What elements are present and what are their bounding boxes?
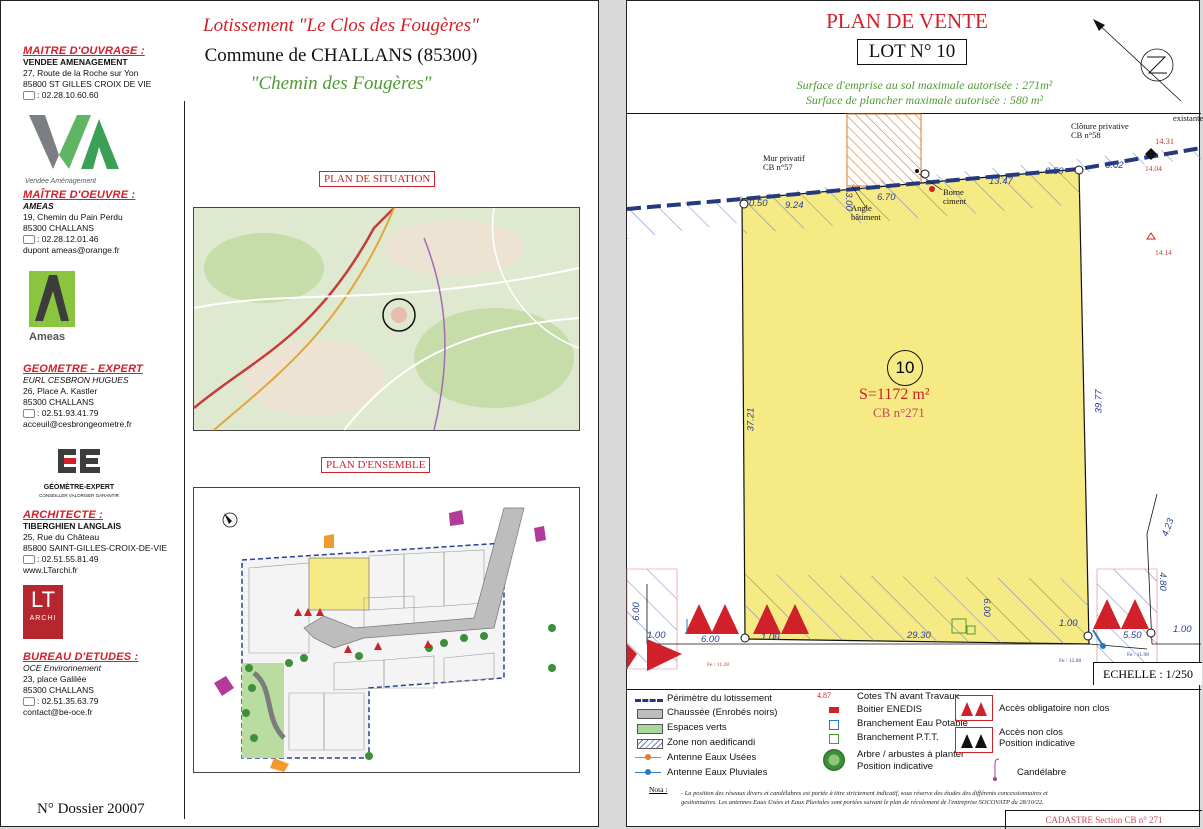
dim-label: 6.70	[877, 192, 896, 203]
annotation-text: CB n°58	[1071, 130, 1101, 140]
legend-label: Zone non aedificandi	[667, 737, 756, 748]
annotation-text: ciment	[943, 196, 967, 206]
candelabre-icon	[989, 757, 1001, 781]
cotes-sample: 4.87	[817, 691, 831, 700]
pluviales-icon	[645, 769, 651, 775]
annotation-text: CB n°57	[763, 162, 793, 172]
ensemble-plan	[193, 487, 580, 773]
annotation-text: Borne	[943, 187, 964, 197]
title-sheet	[0, 0, 599, 827]
dim-label: 1.00	[647, 630, 666, 641]
email: acceuil@cesbrongeometre.fr	[23, 419, 132, 429]
tree-icon	[823, 749, 845, 771]
annotation-text: Clôture privative	[1071, 121, 1129, 131]
legend-label: Accès non clos	[999, 727, 1063, 738]
address-line: 23, place Galilée	[23, 674, 87, 684]
dim-label: 6.00	[701, 634, 720, 645]
legend-label: Espaces verts	[667, 722, 727, 733]
plan-drawing	[627, 113, 1201, 690]
contact-block-oeuvre	[23, 189, 183, 256]
level-value: 14.31	[1155, 136, 1175, 146]
logo-subcaption: CONSEILLER VALORISER GARANTIR	[39, 493, 119, 498]
note-label: Nota :	[649, 785, 668, 794]
contact-block-bureau	[23, 651, 183, 718]
legend-label: Position indicative	[857, 761, 934, 772]
situation-map	[193, 207, 580, 431]
dim-label: 6.00	[630, 602, 642, 621]
legend-label: Périmètre du lotissement	[667, 693, 773, 704]
annotation-cloture	[1071, 122, 1129, 140]
lt-archi-logo	[23, 585, 63, 639]
address-line: 27, Route de la Roche sur Yon	[23, 68, 139, 78]
annotation-mur	[763, 154, 805, 172]
legend-label: Chaussée (Enrobés noirs)	[667, 707, 778, 718]
phone-number: : 02.28.10.60.60	[37, 90, 99, 100]
phone-number: : 02.51.55.81.49	[37, 554, 99, 564]
eau-icon	[829, 720, 839, 730]
phone-icon	[23, 409, 35, 418]
dim-label: 29.30	[907, 630, 931, 641]
chaussee-swatch	[637, 709, 663, 719]
dim-label: 5.50	[1123, 630, 1142, 641]
legend-label: Antenne Eaux Usées	[667, 752, 757, 763]
acces-non-clos-icon	[955, 727, 993, 753]
annotation-text: Angle	[851, 203, 872, 213]
dim-label: 6.00	[980, 598, 992, 617]
dim-label: 37.21	[745, 407, 757, 432]
phone-icon	[23, 697, 35, 706]
phone-number: : 02.28.12.01.46	[37, 234, 99, 244]
phone-icon	[23, 235, 35, 244]
dim-label: 0.50	[1045, 166, 1064, 177]
logo-caption: GÉOMÈTRE-EXPERT	[43, 484, 115, 491]
dim-label: 3.00	[842, 192, 854, 211]
section-heading: MAITRE D'OUVRAGE :	[23, 45, 145, 57]
usees-icon	[645, 754, 651, 760]
note-line: - La position des réseaux divers et candélabres est portée à titre strictement indicatif, sous réserve des études des différents concessionnaires et	[681, 790, 1048, 797]
phone-number: : 02.51.93.41.79	[37, 408, 99, 418]
logo-subcaption: ARCHI	[29, 615, 57, 622]
legend-label: Position indicative	[999, 738, 1076, 749]
phone-icon	[23, 555, 35, 564]
logo-caption: Ameas	[29, 331, 66, 343]
sheet-title: PLAN DE VENTE	[826, 9, 988, 33]
contact-block-ouvrage	[23, 45, 183, 101]
address-line: 85800 SAINT-GILLES-CROIX-DE-VIE	[23, 543, 168, 553]
north-arrow-icon	[1077, 15, 1187, 105]
lot-number-circle: 10	[887, 350, 923, 386]
address-line: 26, Place A. Kastler	[23, 386, 98, 396]
dim-label: 6.02	[1105, 160, 1124, 171]
zone-swatch	[637, 739, 663, 749]
email: dupont ameas@orange.fr	[23, 245, 120, 255]
annotation-existante: existante	[1173, 113, 1203, 123]
legend-label: Branchement P.T.T.	[857, 732, 939, 743]
legend-label: Accès obligatoire non clos	[999, 703, 1110, 714]
vendee-amenagement-logo	[25, 111, 135, 183]
dim-label: 13.47	[989, 176, 1013, 187]
legend-label: Branchement Eau Potable	[857, 718, 968, 729]
level-value: 14.04	[1145, 164, 1162, 173]
dim-label: 39.77	[1093, 389, 1105, 414]
column-divider	[184, 101, 185, 819]
company-name: TIBERGHIEN LANGLAIS	[23, 521, 122, 531]
legend-label: Candélabre	[1017, 767, 1067, 778]
note-text	[681, 789, 1186, 807]
note-line: gestionnaires. Les antennes Eaux Usées et Eaux Pluviales sont portées suivant le plan de récolement de l'entreprise SOCOVATP du 28/10/22.	[681, 799, 1044, 806]
plan-situation-label: PLAN DE SITUATION	[319, 171, 435, 187]
enedis-icon	[829, 707, 839, 713]
annotation-borne	[943, 188, 966, 206]
cadastre-reference: CB n°271	[873, 405, 925, 420]
dim-label: 9.24	[785, 200, 804, 211]
perimetre-swatch	[635, 699, 663, 702]
address-line: 85300 CHALLANS	[23, 685, 94, 695]
plan-ensemble-label: PLAN D'ENSEMBLE	[321, 457, 430, 473]
level-value: 14.14	[1155, 248, 1172, 257]
dim-label: 4.23	[1159, 516, 1177, 539]
annotation-angle	[851, 204, 881, 222]
company-name: VENDEE AMENAGEMENT	[23, 57, 128, 67]
section-heading: BUREAU D'ETUDES :	[23, 651, 139, 663]
logo-caption: LT	[30, 587, 56, 612]
annotation-text: bâtiment	[851, 212, 881, 222]
legend	[627, 691, 1201, 828]
legend-label: Antenne Eaux Pluviales	[667, 767, 768, 778]
legend-label: Boitier ENEDIS	[857, 704, 922, 715]
lot-number-box: LOT N° 10	[857, 39, 967, 65]
address-line: 85300 CHALLANS	[23, 223, 94, 233]
espaces-swatch	[637, 724, 663, 734]
lot-area: S=1172 m²	[859, 386, 930, 403]
surface-emprise: Surface d'emprise au sol maximale autorisée : 271m²	[796, 78, 1053, 92]
email: contact@be-oce.fr	[23, 707, 93, 717]
project-title: Lotissement "Le Clos des Fougères"	[203, 15, 479, 36]
address-line: 19, Chemin du Pain Perdu	[23, 212, 123, 222]
ameas-logo	[29, 271, 79, 353]
cadastre-footer: CADASTRE Section CB n° 271	[1005, 810, 1202, 829]
road-title: "Chemin des Fougères"	[250, 73, 432, 94]
address-line: 85300 CHALLANS	[23, 397, 94, 407]
phone-number: : 02.51.35.63.79	[37, 696, 99, 706]
commune-title: Commune de CHALLANS (85300)	[204, 45, 478, 66]
section-heading: MAÎTRE D'OEUVRE :	[23, 189, 136, 201]
company-name: EURL CESBRON HUGUES	[23, 375, 129, 385]
dim-label: 1.00	[1173, 624, 1192, 635]
logo-caption: Vendée Aménagement	[25, 178, 97, 185]
plan-de-vente-sheet	[626, 0, 1203, 827]
address-line: 25, Rue du Château	[23, 532, 100, 542]
dim-label: 4.80	[1156, 572, 1168, 591]
company-name: OCE Environnement	[23, 663, 101, 673]
contact-block-geometre	[23, 363, 183, 430]
section-heading: ARCHITECTE :	[23, 509, 104, 521]
legend-label: Arbre / arbustes à planter	[857, 749, 965, 760]
address-line: 85800 ST GILLES CROIX DE VIE	[23, 79, 152, 89]
dim-label: 0.50	[749, 198, 768, 209]
dossier-number: N° Dossier 20007	[37, 801, 145, 817]
annotation-text: Mur privatif	[763, 153, 805, 163]
section-heading: GEOMETRE - EXPERT	[23, 363, 143, 375]
level-value: Fe : 11.28	[707, 662, 729, 668]
legend-label: Cotes TN avant Travaux	[857, 691, 960, 702]
dim-label: 1.00	[761, 632, 780, 643]
acces-oblig-icon	[955, 695, 993, 721]
phone-icon	[23, 91, 35, 100]
company-name: AMEAS	[23, 201, 54, 211]
ptt-icon	[829, 734, 839, 744]
dim-label: 1.00	[1059, 618, 1078, 629]
website: www.LTarchi.fr	[23, 565, 78, 575]
surface-plancher: Surface de plancher maximale autorisée : 580 m²	[805, 93, 1044, 107]
scale-box: ECHELLE : 1/250	[1093, 662, 1202, 685]
level-value: Fe : 11.98	[1127, 652, 1149, 658]
level-value: Fe : 12.08	[1059, 658, 1082, 664]
contact-block-architecte	[23, 509, 193, 576]
geometre-expert-logo	[29, 445, 129, 499]
